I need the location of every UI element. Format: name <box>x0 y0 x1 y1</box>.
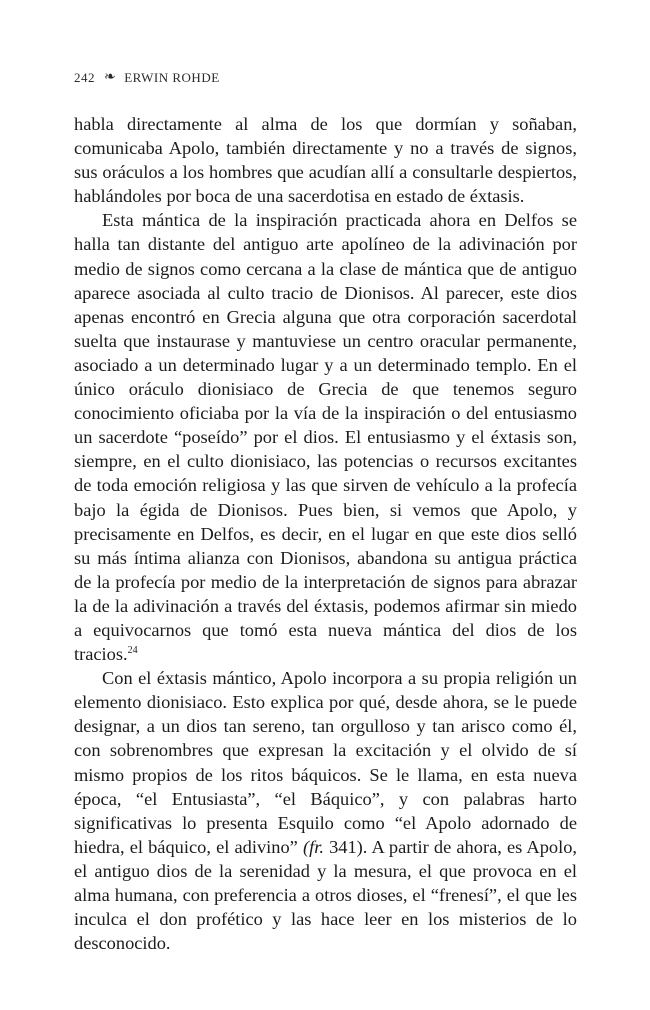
paragraph-3 <box>74 666 577 955</box>
paragraph-3-text-after: . A partir de ahora, es Apolo, el antiguo dios de la serenidad y la mesura, el que provoca en el alma humana, con preferencia a otros dioses, el “frenesí”, el que les inculca el don profético y las hace leer en los misterios de lo desconocido. <box>74 836 577 954</box>
fragment-number: 341) <box>323 836 363 857</box>
body-text <box>74 112 577 955</box>
footnote-ref-24[interactable]: 24 <box>127 644 138 656</box>
page-number: 242 <box>74 69 95 85</box>
running-header <box>74 69 220 86</box>
fleuron-icon: ❧ <box>104 70 117 85</box>
paragraph-1 <box>74 112 577 208</box>
paragraph-3-text-before: Con el éxtasis mántico, Apolo incorpora a su propia religión un elemento dionisiaco. Esto explica por qué, desde ahora, se le puede designar, a un dios tan sereno, tan orgulloso y tan arisco como él, con sobrenombres que expresan la excitación y el olvido de sí mismo propios de los ritos báquicos. Se le llama, en esta nueva época, “el Entusiasta”, “el Báquico”, y con palabras harto significativas lo presenta Esquilo como “el Apolo adornado de hiedra, el báquico, el adivino” <box>74 668 577 857</box>
paragraph-2-text: Esta mántica de la inspiración practicada ahora en Delfos se halla tan distante del antiguo arte apolíneo de la adivinación por medio de signos como cercana a la clase de mántica que de antiguo aparece asociada al culto tracio de Dionisos. Al parecer, este dios apenas encontró en Grecia alguna que otra corporación sacerdotal suelta que instaurase y mantuviese un centro oracular permanente, asociado a un determinado lugar y a un determinado templo. En el único oráculo dionisiaco de Grecia de que tenemos seguro conocimiento oficiaba por la vía de la inspiración o del entusiasmo un sacerdote “poseído” por el dios. El entusiasmo y el éxtasis son, siempre, en el culto dionisiaco, las potencias o recursos excitantes de toda emoción religiosa y las que sirven de vehículo a la profecía bajo la égida de Dionisos. Pues bien, si vemos que Apolo, y precisamente en Delfos, es decir, en el lugar en que este dios selló su más íntima alianza con Dionisos, abandona su antigua práctica de la profecía por medio de la interpretación de signos para abrazar la de la adivinación a través del éxtasis, podemos afirmar sin miedo a equivocarnos que tomó esta nueva mántica del dios de los tracios. <box>74 210 577 665</box>
running-title: ERWIN ROHDE <box>124 69 220 85</box>
paragraph-1-text: habla directamente al alma de los que dormían y soñaban, comunicaba Apolo, también directamente y no a través de signos, sus oráculos a los hombres que acudían allí a consultarle despiertos, hablándoles por boca de una sacerdotisa en estado de éxtasis. <box>74 114 577 207</box>
paragraph-2 <box>74 208 577 666</box>
fragment-citation: (fr. <box>302 836 324 857</box>
